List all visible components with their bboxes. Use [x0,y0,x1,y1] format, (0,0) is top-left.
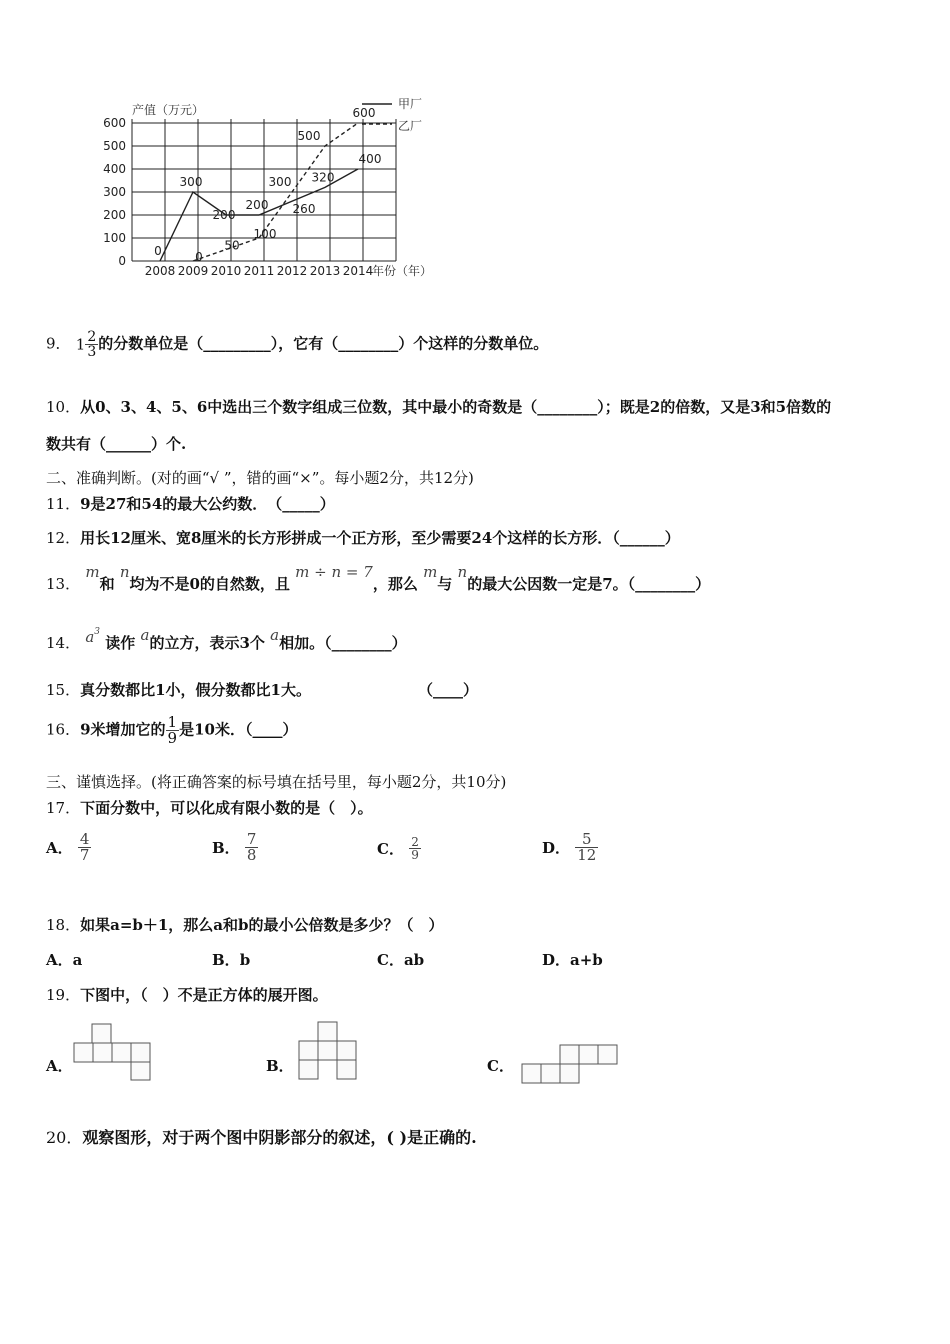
x-axis-label: 年份（年） [372,264,433,278]
variable-a: a [140,626,150,644]
mixed-whole: 1 [75,335,86,354]
question-number: 11． [46,495,81,513]
question-19 [46,984,328,1005]
question-number: 18． [46,916,81,934]
question-number: 17． [46,799,81,817]
question-12 [46,527,680,548]
data-label: 50 [224,238,240,253]
question-number: 9． [46,334,71,353]
data-label: 300 [268,175,292,189]
option-b[interactable] [212,949,250,970]
x-tick-label: 2012 [276,264,308,278]
x-tick-label: 2010 [210,264,242,278]
option-label: C． [377,951,404,969]
numerator: 7 [246,830,257,848]
exponent: 3 [94,627,101,637]
y-tick-label: 600 [103,116,126,130]
variable-n: n [457,563,468,581]
data-label: 500 [297,129,321,143]
question-10-line2: 数共有（______）个. [46,435,187,453]
x-tick-label: 2013 [309,264,341,278]
question-15-blank: （____） [418,681,479,699]
question-text: 9米增加它的 [80,720,166,739]
question-number: 20． [46,1128,83,1147]
question-text: 是10米．（____） [179,720,298,739]
option-d[interactable] [542,949,603,970]
data-label: 200 [212,208,236,222]
denominator: 12 [577,846,597,864]
variable-m: m [85,563,100,581]
x-tick-label: 2014 [342,264,374,278]
question-text: 的立方，表示3个 [149,634,265,652]
variable-a: a [270,626,280,644]
numerator: 2 [87,329,97,345]
question-number: 16． [46,720,81,739]
question-9 [46,330,548,359]
option-value: ab [403,951,425,969]
question-text: 观察图形，对于两个图中阴影部分的叙述，( )是正确的. [82,1128,477,1147]
question-text: 相加。（________） [279,634,407,652]
option-c[interactable] [377,836,421,861]
production-line-chart [40,92,460,284]
option-c-label[interactable]: C． [487,1057,514,1075]
fraction [85,330,98,359]
legend-yi: 乙厂 [398,119,423,133]
numerator: 4 [79,830,90,848]
question-text: 下图中，（ ）不是正方体的展开图。 [80,986,328,1004]
y-tick-label: 100 [103,231,126,245]
denominator: 9 [411,848,419,862]
option-a[interactable] [46,832,91,863]
numerator: 2 [411,835,419,849]
question-20 [46,1125,477,1148]
y-axis-label: 产值（万元） [132,103,205,117]
question-text: 下面分数中，可以化成有限小数的是（ ）。 [80,799,373,817]
question-18 [46,914,444,935]
numerator: 5 [582,830,592,848]
question-text: 9是27和54的最大公约数． （_____） [80,495,335,513]
y-tick-label: 200 [103,208,126,222]
option-value: b [239,951,251,969]
option-fraction [409,836,421,861]
option-b[interactable] [212,832,258,863]
y-tick-label: 500 [103,139,126,153]
fraction [166,715,180,746]
variable-m: m [423,563,438,581]
option-label: C． [377,840,404,858]
option-c[interactable] [377,949,424,970]
question-16 [46,715,297,746]
data-label: 100 [253,227,277,241]
option-value: a+b [570,951,603,969]
option-a[interactable] [46,949,82,970]
question-text: 从0、3、4、5、6中选出三个数字组成三位数，其中最小的奇数是（________）；既是2的倍数，又是3和5倍数的 [80,398,832,416]
question-text: 如果a=b＋1，那么a和b的最小公倍数是多少？（ ） [80,916,444,934]
cube-net-c[interactable] [518,1042,622,1088]
option-value: a [72,951,83,969]
option-fraction [575,832,598,863]
denominator: 8 [246,846,257,864]
cube-net-b[interactable] [296,1020,362,1082]
y-tick-label: 400 [103,162,126,176]
data-label: 200 [245,198,269,212]
data-label: 400 [358,152,382,166]
question-text: ，那么 [372,575,418,593]
question-14 [46,626,407,653]
x-tick-label: 2011 [243,264,275,278]
question-17 [46,797,373,818]
question-number: 19． [46,986,81,1004]
question-text: 均为不是0的自然数，且 [129,575,290,593]
section-2-heading: 二、准确判断。(对的画“√ ”，错的画“×”。每小题2分，共12分) [46,469,474,487]
option-label: B． [212,951,240,969]
numerator: 1 [167,713,178,731]
option-label: A． [46,839,73,857]
question-number: 14． [46,634,81,652]
variable-a: a [85,628,95,646]
question-number: 13． [46,575,81,593]
question-13 [46,563,711,594]
legend-jia: 甲厂 [398,97,423,111]
x-tick-label: 2008 [144,264,176,278]
data-label: 0 [195,250,203,264]
denominator: 9 [167,729,178,747]
y-tick-label: 300 [103,185,126,199]
variable-n: n [119,563,130,581]
option-fraction [78,832,92,863]
section-3-heading: 三、谨慎选择。(将正确答案的标号填在括号里，每小题2分，共10分) [46,773,507,791]
connector: 与 [437,575,453,593]
data-label: 0 [154,244,162,258]
option-label: D． [542,951,571,969]
data-label: 320 [311,170,335,185]
option-fraction [245,832,259,863]
option-a-label[interactable]: A． [46,1057,73,1075]
connector: 和 [99,575,115,593]
question-10-line1 [46,396,831,417]
denominator: 7 [79,846,90,864]
option-d[interactable] [542,832,598,863]
question-text: 读作 [105,634,136,652]
denominator: 3 [87,344,97,360]
option-label: D． [542,839,571,857]
data-label: 300 [179,175,203,189]
option-label: B． [212,839,240,857]
question-11 [46,493,335,514]
question-number: 12． [46,529,81,547]
question-number: 15． [46,681,81,699]
question-15 [46,679,311,700]
question-text: 的最大公因数一定是7。（________） [467,575,711,593]
y-tick-label: 0 [118,254,126,268]
data-label: 260 [292,202,316,217]
question-number: 10． [46,398,81,416]
option-label: A． [46,951,73,969]
data-label: 600 [352,106,376,120]
cube-net-a[interactable] [72,1022,156,1082]
question-text: 真分数都比1小，假分数都比1大。 [80,681,311,699]
equation: m ÷ n = 7 [295,563,373,581]
question-text: 的分数单位是（_________），它有（________）个这样的分数单位。 [98,334,549,353]
x-tick-label: 2009 [177,264,209,278]
option-b-label[interactable]: B． [266,1057,294,1075]
question-text: 用长12厘米、宽8厘米的长方形拼成一个正方形，至少需要24个这样的长方形．（______） [80,529,680,547]
